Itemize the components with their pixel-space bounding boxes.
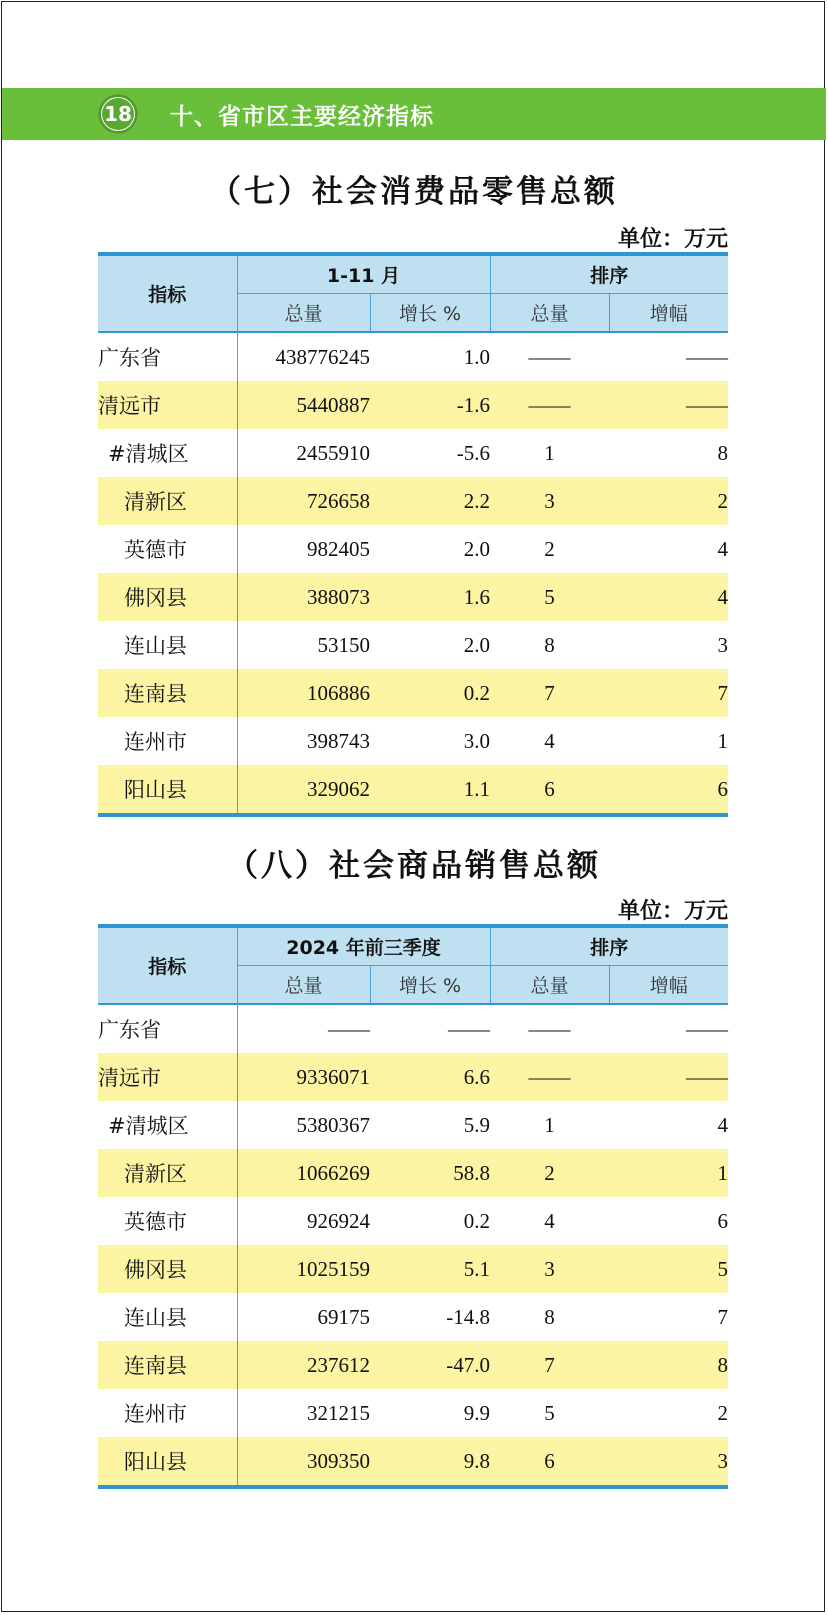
row-growth: -47.0 (370, 1341, 490, 1389)
table-row (98, 1245, 728, 1293)
row-rank-total: 1 (544, 440, 555, 465)
row-name: #清城区 (98, 429, 237, 477)
row-rank-growth: 7 (717, 1304, 729, 1329)
row-name: 佛冈县 (98, 573, 237, 621)
header-period: 1-11 月 (237, 256, 490, 294)
header-rank-total: 总量 (490, 294, 609, 333)
row-total: 237612 (237, 1341, 370, 1389)
row-name: 清远市 (98, 1053, 237, 1101)
header-rank-growth: 增幅 (609, 294, 728, 333)
row-total: 726658 (237, 477, 370, 525)
row-rank-total: 3 (490, 477, 609, 525)
row-total: 1025159 (237, 1245, 370, 1293)
header-total: 总量 (237, 966, 370, 1005)
row-growth: 58.8 (370, 1149, 490, 1197)
row-total: 398743 (307, 728, 370, 753)
row-total: 1066269 (237, 1149, 370, 1197)
row-rank-growth: 6 (717, 1208, 729, 1233)
row-rank-growth: —— (686, 1016, 729, 1041)
row-name: 英德市 (98, 1197, 237, 1245)
row-growth: -14.8 (446, 1304, 490, 1329)
section1-title: （七）社会消费品零售总额 (210, 174, 618, 210)
table-row (98, 1389, 728, 1437)
row-growth: -1.6 (370, 381, 490, 429)
table-row (98, 1197, 728, 1245)
row-total: 309350 (237, 1437, 370, 1487)
header-ranking: 排序 (490, 256, 728, 294)
header-rank-growth: 增幅 (609, 966, 728, 1005)
row-total: 321215 (307, 1400, 370, 1425)
row-rank-total: 2 (490, 1149, 609, 1197)
row-rank-total: 5 (490, 573, 609, 621)
table-row (98, 1149, 728, 1197)
section2-unit: 单位：万元 (617, 899, 728, 924)
section1-unit: 单位：万元 (617, 227, 728, 252)
row-growth: 2.0 (463, 536, 491, 561)
header-growth: 增长 % (370, 966, 490, 1005)
table-row (98, 1293, 728, 1341)
table-row (98, 765, 728, 815)
row-total: 329062 (237, 765, 370, 815)
row-rank-growth: 4 (609, 573, 728, 621)
row-rank-growth: 6 (609, 765, 728, 815)
row-rank-total: 4 (544, 1208, 555, 1233)
row-rank-growth: —— (609, 381, 728, 429)
row-rank-growth: —— (609, 1053, 728, 1101)
row-rank-total: —— (528, 344, 571, 369)
row-rank-growth: 8 (717, 440, 729, 465)
table-row (98, 477, 728, 525)
row-rank-total: —— (490, 1053, 609, 1101)
header-ranking: 排序 (490, 928, 728, 966)
row-rank-growth: 3 (717, 632, 729, 657)
row-rank-growth: 2 (717, 1400, 729, 1425)
row-growth: -5.6 (456, 440, 491, 465)
header-growth: 增长 % (370, 294, 490, 333)
row-rank-total: 7 (490, 1341, 609, 1389)
row-growth: 6.6 (370, 1053, 490, 1101)
table-row (98, 573, 728, 621)
row-growth: 0.2 (463, 1208, 490, 1233)
row-rank-total: 4 (544, 728, 555, 753)
table-row (98, 621, 728, 669)
row-rank-total: 6 (490, 1437, 609, 1487)
row-growth: 3.0 (463, 728, 491, 753)
table-row (98, 381, 728, 429)
header-total: 总量 (237, 294, 370, 333)
row-name: 连山县 (98, 621, 237, 669)
row-name: 连州市 (98, 1389, 237, 1437)
page-number: 18 (102, 98, 134, 130)
table-row (98, 525, 728, 573)
row-total: 9336071 (237, 1053, 370, 1101)
section2-table (98, 928, 728, 1489)
row-name: 阳山县 (98, 1437, 237, 1487)
row-total: 69175 (317, 1304, 370, 1329)
section2-title: （八）社会商品销售总额 (227, 848, 601, 884)
row-total: 5440887 (237, 381, 370, 429)
table-row (98, 1101, 728, 1149)
row-growth: 1.6 (370, 573, 490, 621)
row-total: 982405 (307, 536, 370, 561)
header-indicator: 指标 (98, 928, 237, 1004)
row-rank-total: 8 (544, 632, 555, 657)
row-name: 广东省 (98, 1004, 237, 1053)
row-name: 连州市 (98, 717, 237, 765)
table-row (98, 332, 728, 381)
row-name: 连南县 (98, 669, 237, 717)
row-name: 连山县 (98, 1293, 237, 1341)
row-total: 926924 (307, 1208, 370, 1233)
row-growth: 9.9 (463, 1400, 490, 1425)
table-row (98, 669, 728, 717)
row-rank-total: 3 (490, 1245, 609, 1293)
row-name: 清新区 (98, 1149, 237, 1197)
table-row (98, 1437, 728, 1487)
row-rank-growth: 5 (609, 1245, 728, 1293)
row-rank-total: 2 (544, 536, 555, 561)
table-row (98, 1053, 728, 1101)
table-row (98, 1341, 728, 1389)
row-growth: 5.1 (370, 1245, 490, 1293)
row-name: 佛冈县 (98, 1245, 237, 1293)
table-row (98, 1004, 728, 1053)
row-rank-growth: —— (686, 344, 729, 369)
header-rank-total: 总量 (490, 966, 609, 1005)
row-total: —— (328, 1016, 370, 1041)
table-row (98, 717, 728, 765)
row-growth: 9.8 (370, 1437, 490, 1487)
row-rank-growth: 1 (609, 1149, 728, 1197)
row-rank-growth: 2 (609, 477, 728, 525)
row-growth: 1.1 (370, 765, 490, 815)
row-total: 106886 (237, 669, 370, 717)
row-rank-growth: 1 (717, 728, 729, 753)
chapter-title: 十、省市区主要经济指标 (170, 104, 434, 130)
row-name: 清远市 (98, 381, 237, 429)
row-name: 连南县 (98, 1341, 237, 1389)
row-rank-total: —— (528, 1016, 571, 1041)
header-period: 2024 年前三季度 (237, 928, 490, 966)
section1-table (98, 256, 728, 817)
row-growth: 1.0 (463, 344, 491, 369)
row-growth: 2.0 (463, 632, 491, 657)
row-rank-total: 8 (544, 1304, 555, 1329)
row-growth: 2.2 (370, 477, 490, 525)
row-rank-total: —— (490, 381, 609, 429)
row-rank-total: 5 (544, 1400, 555, 1425)
row-rank-growth: 8 (609, 1341, 728, 1389)
row-rank-total: 7 (490, 669, 609, 717)
row-name: 英德市 (98, 525, 237, 573)
page-number-badge (98, 94, 138, 134)
header-indicator: 指标 (98, 256, 237, 332)
row-name: 清新区 (98, 477, 237, 525)
row-rank-total: 6 (490, 765, 609, 815)
row-rank-total: 1 (544, 1112, 555, 1137)
row-rank-growth: 3 (609, 1437, 728, 1487)
row-total: 53150 (317, 632, 370, 657)
row-total: 2455910 (296, 440, 370, 465)
row-total: 5380367 (296, 1112, 370, 1137)
row-name: 广东省 (98, 332, 237, 381)
row-rank-growth: 7 (609, 669, 728, 717)
row-name: 阳山县 (98, 765, 237, 815)
row-total: 388073 (237, 573, 370, 621)
row-growth: 0.2 (370, 669, 490, 717)
row-total: 438776245 (275, 344, 370, 369)
row-growth: 5.9 (463, 1112, 490, 1137)
row-name: #清城区 (98, 1101, 237, 1149)
table-row (98, 429, 728, 477)
row-rank-growth: 4 (717, 536, 729, 561)
row-growth: —— (448, 1016, 490, 1041)
row-rank-growth: 4 (717, 1112, 729, 1137)
